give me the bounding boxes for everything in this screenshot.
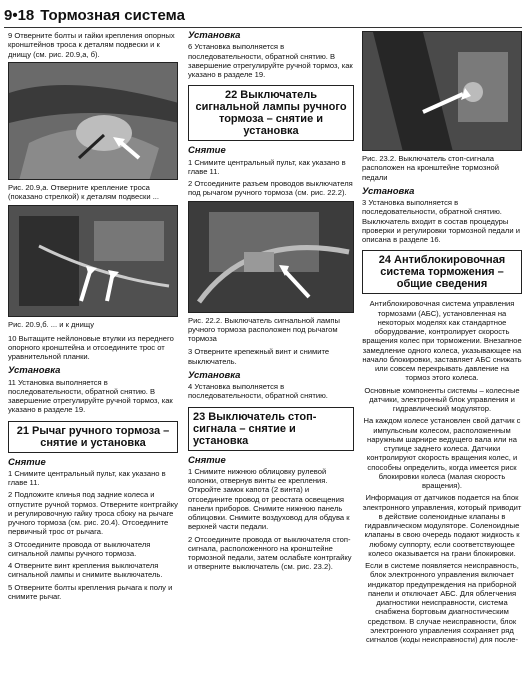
step-22-1: 1 Снимите центральный пульт, как указано в главе 11. — [188, 157, 346, 176]
photo-fig-23-2 — [362, 31, 522, 151]
section-23-heading-box — [188, 407, 354, 451]
photo-fig-20-9b — [8, 205, 178, 317]
step-22-3: 3 Отверните крепежный винт и снимите выключатель. — [188, 347, 330, 366]
abs-para-3: На каждом колесе установлен свой датчик с импульсным колесом, расположенным наружным шарнире ведущего вала или на ступице заднего колеса. Датчики контролируют скорость вращения колес, и способны определить, когда имеется риск блокировки колеса (малая скорость вращения). — [363, 416, 521, 490]
step-23-3: 3 Установка выполняется в последовательности, обратной снятию. Выключатель входит в состав процедуры проверки и регулировки тормозной педали и описана в разделе 16. — [362, 198, 520, 244]
photo-fig-22-2 — [188, 201, 354, 313]
step-22-2: 2 Отсоедините разъем проводов выключателя под рычагом ручного тормоза (см. рис. 22.2). — [188, 179, 353, 198]
header-rule — [4, 27, 522, 28]
chapter-title: Тормозная система — [40, 7, 185, 24]
section-24-title: 24 Антиблокировочная система торможения – общие сведения — [378, 254, 506, 291]
column-3 — [362, 31, 522, 647]
section-24-heading-box — [362, 250, 522, 294]
abs-para-1: Антиблокировочная система управления тормозами (АБС), установленная на некоторых моделях как стандартное оборудование, контролирует скорость вращения колес при торможении. Внезапное замедление одного колеса, указывающее на начало блокировки, заставляет АБС снижать или совсем перекрывать давление на тормоз этого колеса. — [362, 299, 522, 383]
fig-23-2-caption: Рис. 23.2. Выключатель стоп-сигнала расположен на кронштейне тормозной педали — [362, 154, 499, 182]
install-heading: Установка — [8, 365, 61, 377]
abs-para-2: Основные компоненты системы – колесные датчики, электронный блок управления и гидравлический модулятор. — [364, 385, 520, 413]
step-10: 10 Вытащите нейлоновые втулки из переднего опорного кронштейна и отсоедините трос от уравнительной планки. — [8, 333, 174, 361]
column-1 — [8, 31, 178, 604]
page-number: 9•18 — [4, 7, 35, 24]
install-heading: Установка — [188, 30, 241, 41]
step-23-1: 1 Снимите нижнюю облицовку рулевой колонки, отвернув винты ее крепления. Откройте замок капота (2 винта) и отсоедините провод от реостата освещения панели приборов. Снимите нижнюю панель облицовки. Снимите воздуховод для обдува к верхней части педали. — [188, 466, 350, 532]
removal-heading: Снятие — [188, 454, 226, 466]
install-heading: Установка — [188, 369, 241, 381]
fig-20-9a-caption: Рис. 20.9,а. Отверните крепление троса (показано стрелкой) к деталям подвески ... — [8, 182, 160, 201]
step-11: 11 Установка выполняется в последовательности, обратной снятию. В завершение отрегулируйте ручной тормоз, как указано в разделе 19. — [8, 377, 173, 415]
step-21-4: 4 Отверните винт крепления выключателя сигнальной лампы и снимите выключатель. — [8, 561, 163, 580]
section-21-heading-box — [8, 421, 178, 453]
section-21-title: 21 Рычаг ручного тормоза – снятие и установка — [16, 424, 170, 449]
suspension-photo — [9, 63, 178, 180]
handbrake-photo — [189, 202, 354, 313]
step-23-2: 2 Отсоедините провода от выключателя стоп-сигнала, расположенного на кронштейне тормозной педали, затем ослабьте контргайку и отверните выключатель (см. рис. 23.2). — [188, 534, 352, 572]
fig-20-9b-caption: Рис. 20.9,б. ... и к днищу — [8, 320, 95, 330]
photo-fig-20-9a — [8, 62, 178, 180]
step-21-2: 2 Подложите клинья под задние колеса и отпустите ручной тормоз. Отверните контргайку и регулировочную гайку троса сбоку на рычаге ручного тормоза (см. рис. 20.4). Отсоедините первичный трос от рычага. — [8, 490, 178, 537]
section-23-title: 23 Выключатель стоп-сигнала – снятие и установка — [193, 410, 317, 447]
brake-pedal-photo — [363, 32, 522, 151]
abs-para-4: Информация от датчиков подается на блок электронного управления, который приводит в действие соленоидные клапаны в гидравлическом модуляторе. Соленоидные клапаны в свою очередь подают жидкость к любому суппорту, если соответствующее колесо оказывается на грани блокировки. — [362, 493, 522, 558]
section-22-heading-box — [188, 85, 354, 141]
step-21-3: 3 Отсоедините провода от выключателя сигнальной лампы ручного тормоза. — [8, 539, 151, 558]
removal-heading: Снятие — [188, 145, 226, 157]
section-22-title: 22 Выключатель сигнальной лампы ручного тормоза – снятие и установка — [195, 89, 347, 138]
page-header — [4, 2, 185, 24]
step-22-4: 4 Установка выполняется в последовательности, обратной снятию. — [188, 382, 328, 401]
step-21-5: 5 Отверните болты крепления рычага к полу и снимите рычаг. — [8, 582, 173, 601]
underbody-photo — [9, 206, 178, 317]
abs-para-5: Если в системе появляется неисправность, блок электронного управления включает индикатор предупреждения на приборной панели и отключает АБС. Для облегчения диагностики неисправности, система снабжена бортовым диагностическим средством. В случае неисправности, блок электронного управления сохраняет ряд сигналов (коды неисправности) для после- — [365, 561, 519, 644]
step-6: 6 Установка выполняется в последовательности, обратной снятию. В завершение отрегулируйте ручной тормоз, как указано в разделе 19. — [188, 42, 353, 79]
fig-22-2-caption: Рис. 22.2. Выключатель сигнальной лампы ручного тормоза расположен под рычагом тормоза — [188, 315, 340, 343]
column-2 — [188, 31, 354, 575]
install-heading: Установка — [362, 185, 415, 197]
step-21-1: 1 Снимите центральный пульт, как указано в главе 11. — [8, 468, 166, 487]
removal-heading: Снятие — [8, 456, 46, 468]
step-9: 9 Отверните болты и гайки крепления опорных кронштейнов троса к деталям подвески и к днищу (см. рис. 20.9,а, б). — [8, 31, 175, 59]
